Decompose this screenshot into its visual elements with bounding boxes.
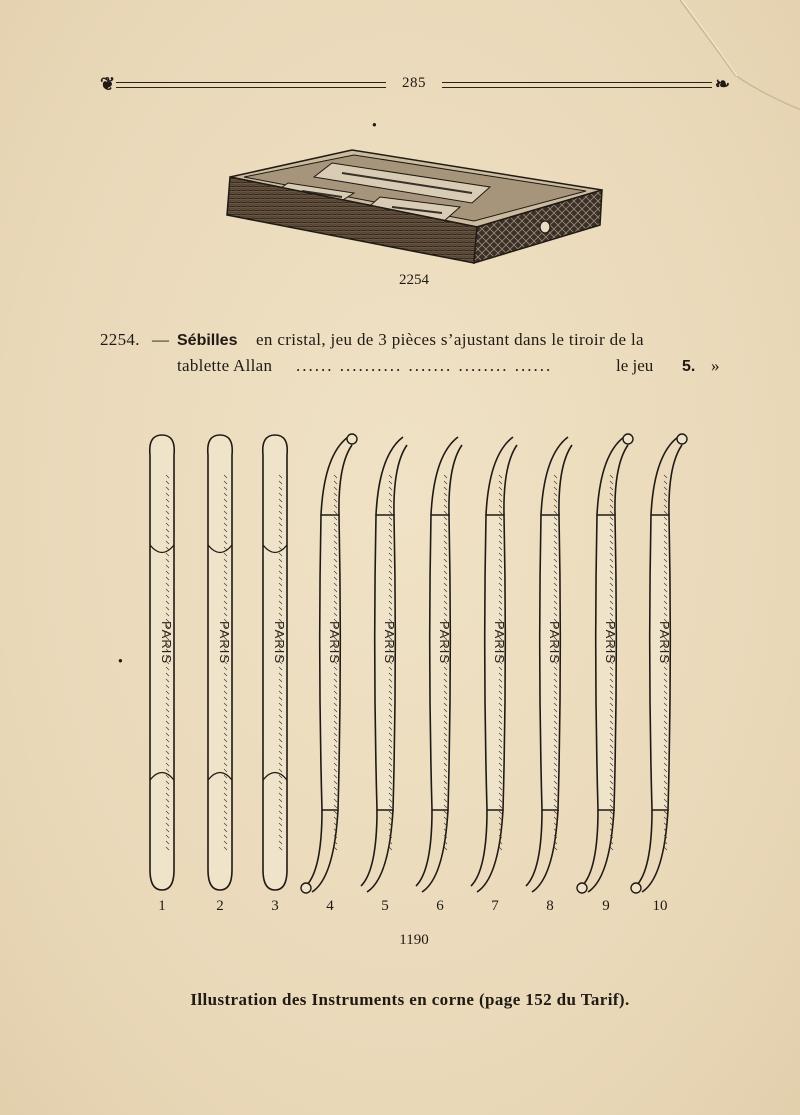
engraving-text: PARIS xyxy=(547,620,562,665)
ink-dot: ● xyxy=(118,656,123,665)
instrument-9 xyxy=(577,434,633,893)
tray-illustration xyxy=(222,145,607,270)
instrument-number: 1 xyxy=(158,898,166,914)
instrument-4 xyxy=(301,434,357,893)
page-header xyxy=(100,72,730,100)
instrument-number: 7 xyxy=(491,898,499,914)
instrument-number: 8 xyxy=(546,898,554,914)
paper-crease xyxy=(640,0,800,140)
engraving-text: PARIS xyxy=(327,620,342,665)
instruments-illustration xyxy=(130,420,710,910)
figure-label-2254: 2254 xyxy=(399,272,429,288)
instrument-3 xyxy=(263,435,288,890)
instrument-number: 5 xyxy=(381,898,389,914)
instrument-5 xyxy=(361,437,407,892)
entry-description-line2: tablette Allan xyxy=(177,356,273,375)
figure-caption xyxy=(100,990,720,1010)
entry-price-end: » xyxy=(711,356,720,375)
header-rule-right xyxy=(442,82,712,88)
caption-text: Illustration des Instruments en corne (page 152 du Tarif). xyxy=(190,990,630,1009)
leader-dots: ...... .......... ....... ........ ...... xyxy=(296,356,553,375)
entry-number: 2254. xyxy=(100,330,140,349)
engraving-text: PARIS xyxy=(382,620,397,665)
instrument-number: 2 xyxy=(216,898,224,914)
engraving-text: PARIS xyxy=(217,620,232,665)
figure-label-1190: 1190 xyxy=(399,932,429,948)
entry-unit: le jeu xyxy=(616,356,654,375)
instrument-number: 9 xyxy=(602,898,610,914)
ink-dot: ● xyxy=(372,120,377,129)
ornament-right-icon: ❧ xyxy=(714,74,730,94)
entry-description-line1: en cristal, jeu de 3 pièces s’ajustant dans le tiroir de la xyxy=(256,330,644,349)
instrument-8 xyxy=(526,437,572,892)
entry-title: Sébilles xyxy=(177,332,238,349)
entry-price: 5. xyxy=(682,358,696,375)
ornament-left-icon: ❦ xyxy=(100,74,116,94)
engraving-text: PARIS xyxy=(272,620,287,665)
engraving-text: PARIS xyxy=(492,620,507,665)
instrument-2 xyxy=(208,435,233,890)
engraving-text: PARIS xyxy=(657,620,672,665)
entry-dash: — xyxy=(152,330,169,349)
page-number: 285 xyxy=(402,75,426,91)
instrument-6 xyxy=(416,437,462,892)
engraving-text: PARIS xyxy=(437,620,452,665)
header-rule-left xyxy=(116,82,386,88)
instrument-number: 10 xyxy=(652,898,668,914)
engraving-text: PARIS xyxy=(603,620,618,665)
instrument-number: 6 xyxy=(436,898,444,914)
instrument-1 xyxy=(150,435,175,890)
engraving-text: PARIS xyxy=(159,620,174,665)
instrument-10 xyxy=(631,434,687,893)
instrument-7 xyxy=(471,437,517,892)
instrument-number: 3 xyxy=(271,898,279,914)
instrument-number: 4 xyxy=(326,898,334,914)
